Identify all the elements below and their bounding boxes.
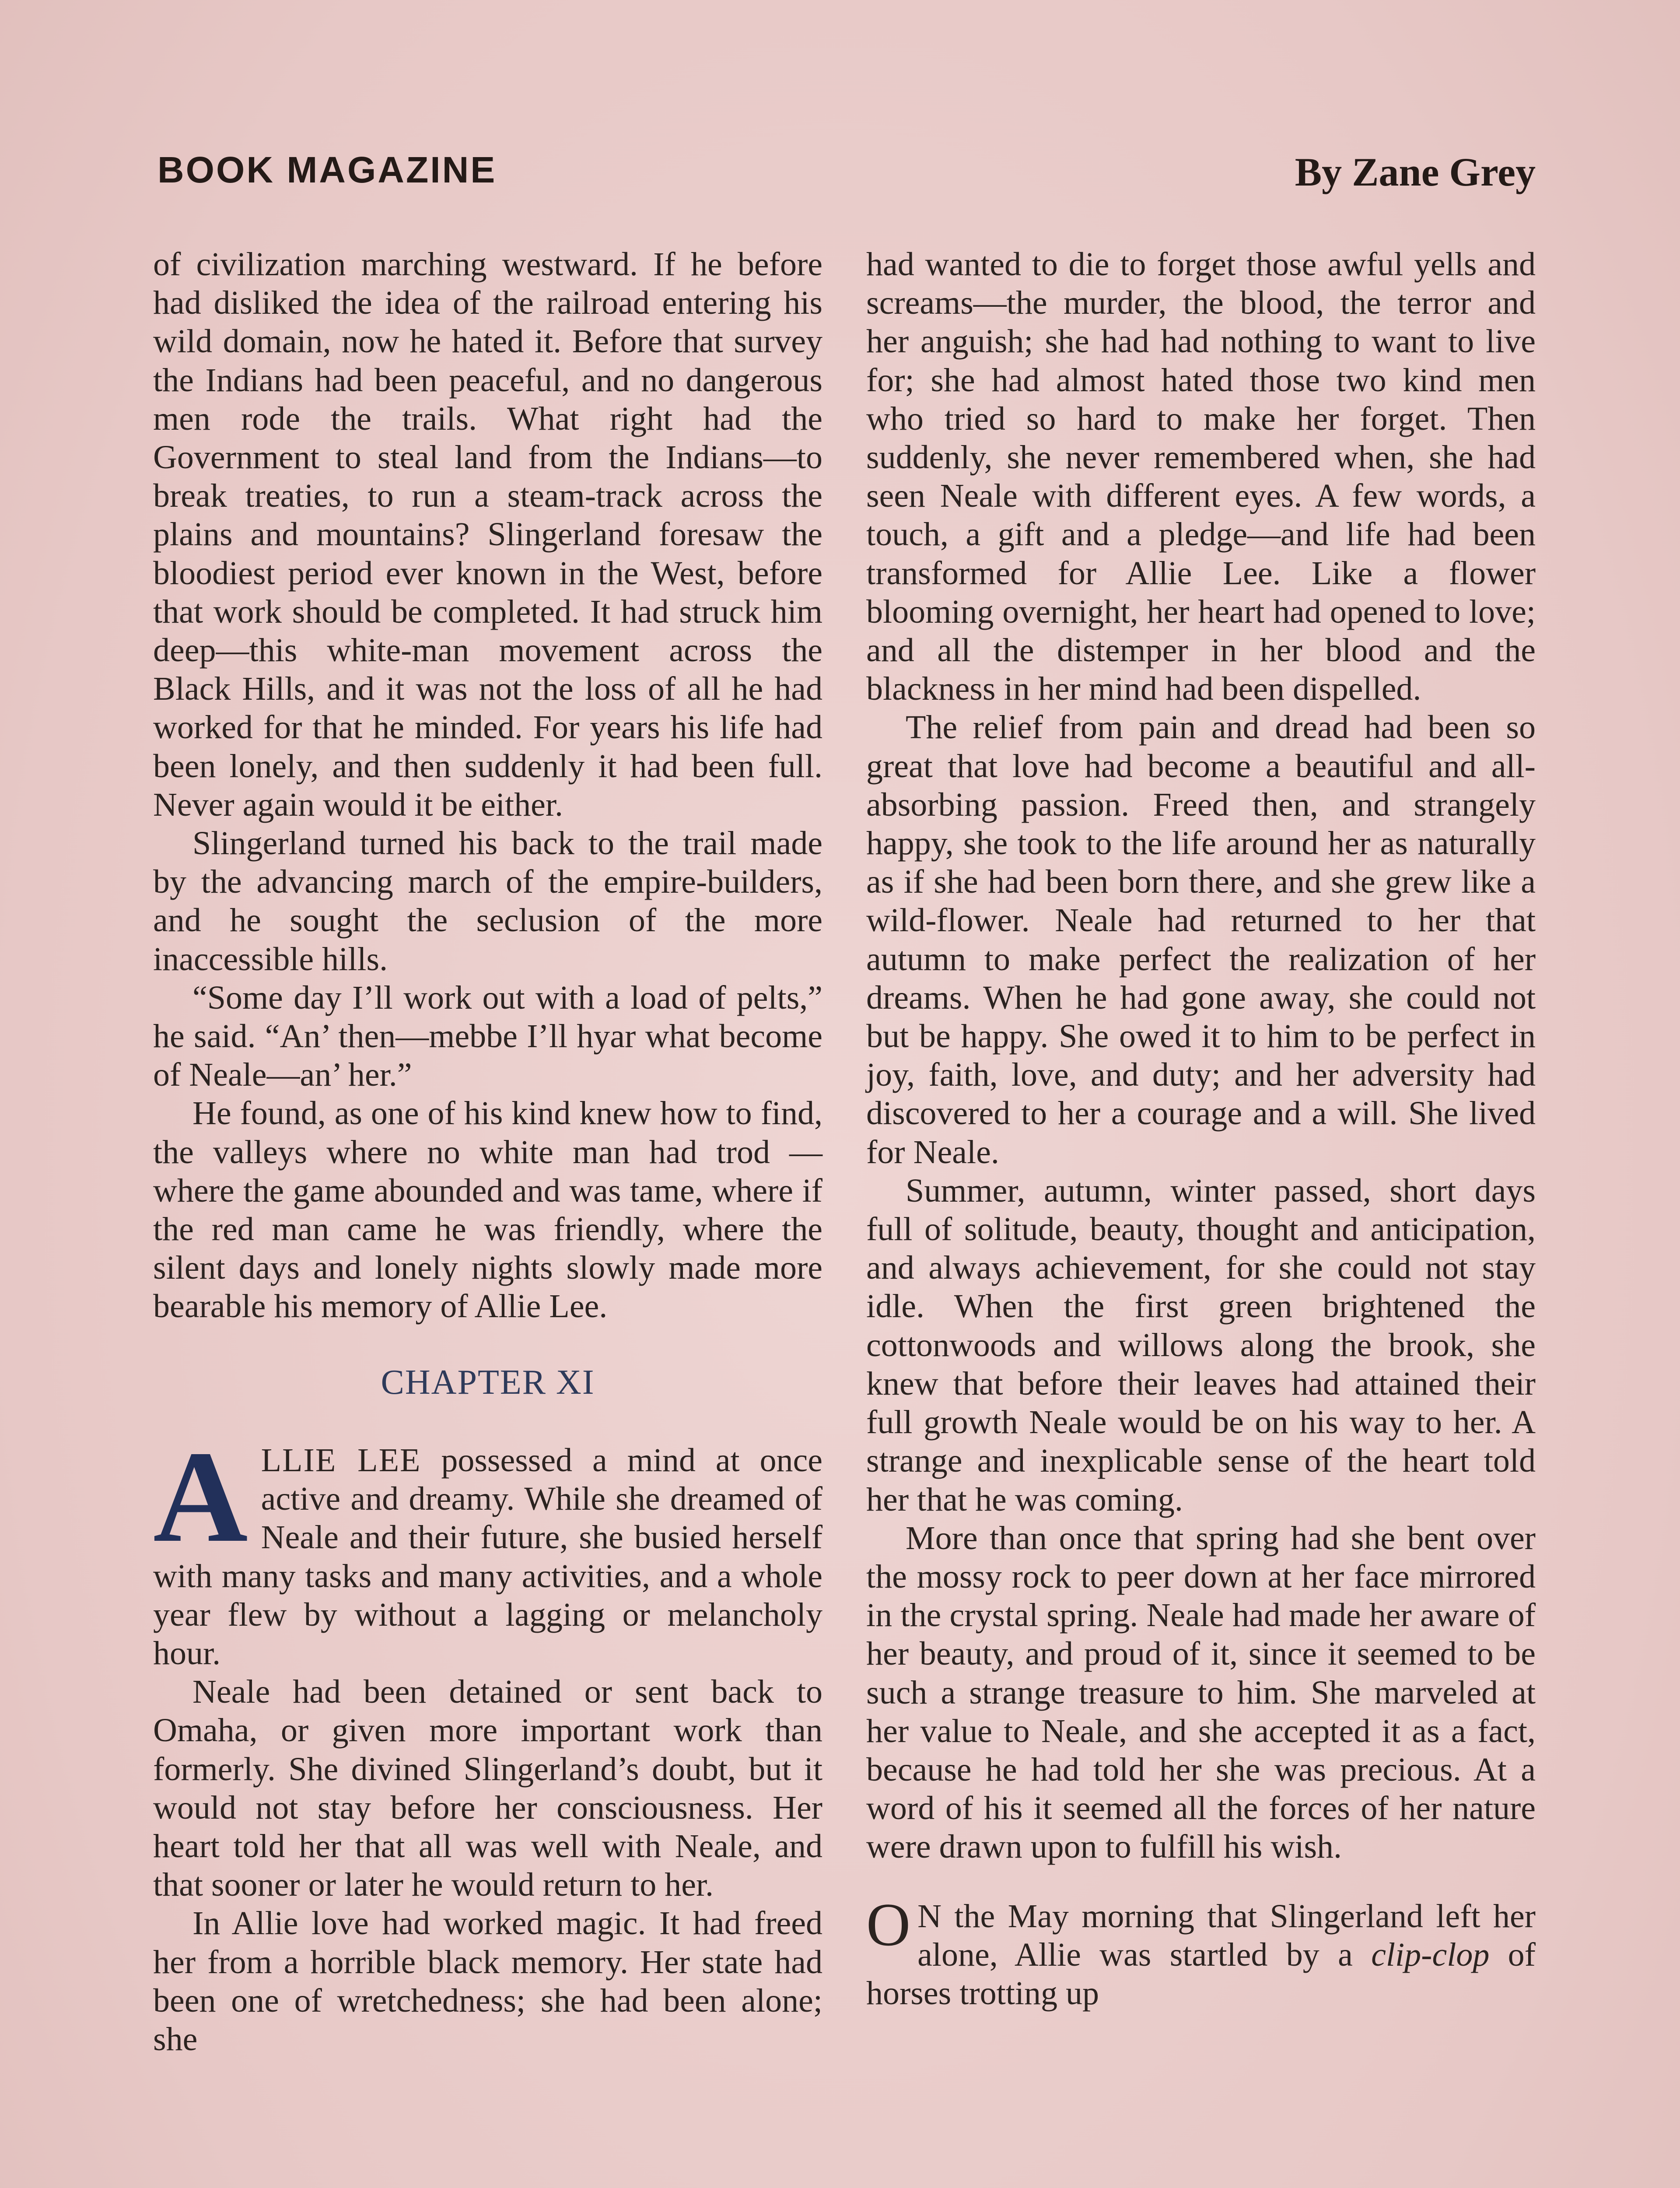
paragraph: Slingerland turned his back to the trail made by the advancing march of the empire-builders, and he sought the seclusion of the more inaccessible hills. (153, 825, 822, 978)
paragraph: He found, as one of his kind knew how to find, the valleys where no white man had trod — where the game abounded and was tame, where if the red man came he was friendly, where the silent days and lonely nights slowly made more bearable his memory of Allie Lee. (153, 1095, 822, 1325)
paragraph: “Some day I’ll work out with a load of pelts,” he said. “An’ then—mebbe I’ll hyar what become of Neale—an’ her.” (153, 979, 822, 1094)
small-caps-lead: LLIE LEE (261, 1441, 421, 1479)
paragraph: In Allie love had worked magic. It had freed her from a horrible black memory. Her state had been one of wretchedness; she had been alone; she (153, 1905, 822, 2058)
chapter-opening-paragraph (153, 1424, 822, 1673)
emphasis-text: clip-clop (1371, 1936, 1490, 1973)
running-header (158, 149, 1536, 197)
drop-cap: A (153, 1424, 248, 1569)
left-column (153, 245, 822, 2058)
section-break (866, 1866, 1536, 1897)
author-byline: By Zane Grey (1295, 150, 1536, 194)
paragraph: The relief from pain and dread had been so great that love had become a beautiful and all-absorbing passion. Freed then, and strangely happy, she took to the life around her as naturally as if she had been born there, and she grew like a wild-flower. Neale had returned to her that autumn to make perfect the realization of her dreams. When he had gone away, she could not but be happy. She owed it to him to be perfect in joy, faith, love, and duty; and her adversity had discovered to her a courage and a will. She lived for Neale. (866, 709, 1536, 1171)
magazine-title: BOOK MAGAZINE (158, 149, 497, 190)
paragraph: More than once that spring had she bent over the mossy rock to peer down at her face mirrored in the crystal spring. Neale had made her aware of her beauty, and proud of it, since it seemed to be such a strange treasure to him. She marveled at her value to Neale, and she accepted it as a fact, because he had told her she was precious. At a word of his it seemed all the forces of her nature were drawn upon to fulfill his wish. (866, 1519, 1536, 1865)
right-column (866, 245, 1536, 2013)
drop-cap: O (866, 1890, 911, 1959)
paragraph-text: of horses trotting up (866, 1936, 1536, 2012)
section-opening-paragraph (866, 1890, 1536, 2013)
paragraph-text: N the May morning that Slingerland left her alone, Allie was startled by a (917, 1897, 1536, 1973)
paragraph: had wanted to die to forget those awful yells and screams—the murder, the blood, the terror and her anguish; she had had nothing to want to live for; she had almost hated those two kind men who tried so hard to make her forget. Then suddenly, she never remembered when, she had seen Neale with different eyes. A few words, a touch, a gift and a pledge—and life had been transformed for Allie Lee. Like a flower blooming overnight, her heart had opened to love; and all the distemper in her blood and the blackness in her mind had been dispelled. (866, 246, 1536, 708)
paragraph: Summer, autumn, winter passed, short days full of solitude, beauty, thought and anticipation, and always achievement, for she could not stay idle. When the first green brightened the cottonwoods and willows along the brook, she knew that before their leaves had attained their full growth Neale would be on his way to her. A strange and inexplicable sense of the heart told her that he was coming. (866, 1172, 1536, 1518)
paragraph-text: possessed a mind at once active and dreamy. While she dreamed of Neale and their future, she busied herself with many tasks and many activities, and a whole year flew by without a lagging or melancholy hour. (153, 1441, 822, 1672)
paragraph: of civilization marching westward. If he before had disliked the idea of the railroad entering his wild domain, now he hated it. Before that survey the Indians had been peaceful, and no dangerous men rode the trails. What right had the Government to steal land from the Indians—to break treaties, to run a steam-track across the plains and mountains? Slingerland foresaw the bloodiest period ever known in the West, before that work should be completed. It had struck him deep—this white-man movement across the Black Hills, and it was not the loss of all he had worked for that he minded. For years his life had been lonely, and then suddenly it had been full. Never again would it be either. (153, 246, 822, 823)
chapter-heading: CHAPTER XI (381, 1363, 595, 1402)
paragraph: Neale had been detained or sent back to Omaha, or given more important work than formerly. She divined Slingerland’s doubt, but it would not stay before her consciousness. Her heart told her that all was well with Neale, and that sooner or later he would return to her. (153, 1673, 822, 1904)
